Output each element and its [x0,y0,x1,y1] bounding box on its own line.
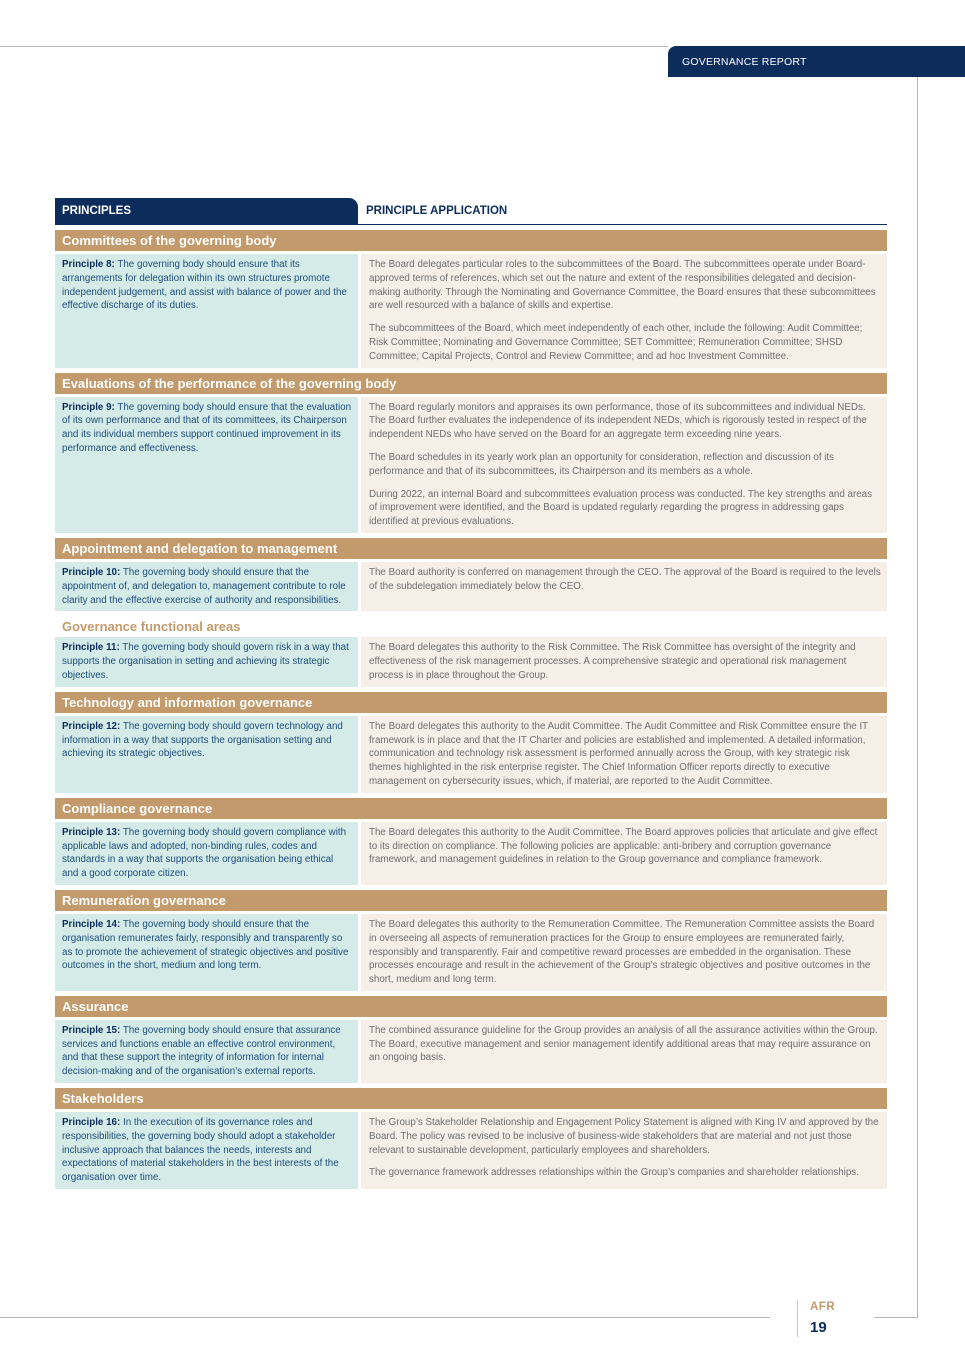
principle-cell [55,716,358,793]
principle-text: The governing body should govern compliance with applicable laws and adopted, non-binding rules, codes and standards in a way that supports the organisation being ethical and a good corporate citizen. [62,826,347,880]
top-rule [0,46,668,47]
section-title: Committees of the governing body [55,230,887,251]
principle-text: The governing body should ensure that the organisation remunerates fairly, responsibly and transparently so as to promote the achievement of strategic objectives and positive outcomes in the short, medium and long term. [62,918,349,972]
col-head-application: PRINCIPLE APPLICATION [366,205,508,217]
principle-text: The governing body should govern technology and information in a way that supports the organisation setting and achieving its strategic objectives. [62,720,343,760]
principle-cell [55,254,358,368]
section-title: Technology and information governance [55,692,887,713]
application-paragraph: The Board schedules in its yearly work plan an opportunity for consideration, reflection and discussion of its performance and that of its subcommittees, its Chairperson and its members as a whole. [369,451,835,477]
table-row [55,1020,887,1083]
principle-label: Principle 8: [62,259,115,270]
principle-label: Principle 14: [62,918,121,930]
application-paragraph: The Board authority is conferred on management through the CEO. The approval of the Board is required to the levels of the subdelegation immediately below the CEO. [369,566,881,592]
section-title: Appointment and delegation to management [55,538,887,559]
header-title: GOVERNANCE REPORT [682,55,807,68]
principle-label: Principle 11: [62,642,120,654]
principle-cell [55,397,358,533]
principle-text: The governing body should govern risk in a way that supports the organisation in setting and achieving its strategic objectives. [62,642,349,681]
application-cell [361,637,887,686]
table-header [55,198,887,225]
principle-text: The governing body should ensure that assurance services and functions enable an effective control environment, and that these support the integrity of information for internal decision-making and of the organisation’s external reports. [62,1024,341,1078]
table-row [55,914,887,991]
table-row [55,397,887,533]
bottom-rule [0,1317,770,1318]
application-paragraph: The Board delegates this authority to the Audit Committee. The Audit Committee and Risk Committee ensure the IT framework is in place and that the IT Charter and policies are established and implemented. A detailed information, communication and technology risk assessment is performed annually across the Group, with key strategic risk themes highlighted in the risk enterprise register. The Chief Information Officer reports directly to executive management on cybersecurity issues, which, if material, are reported to the Audit Committee. [369,720,868,787]
col-head-principles: PRINCIPLES [55,198,358,224]
section-title: Evaluations of the performance of the governing body [55,373,887,394]
application-cell [361,1112,887,1189]
principle-cell [55,562,358,611]
principle-text: The governing body should ensure that the appointment of, and delegation to, management contribute to role clarity and the effective exercise of authority and responsibilities. [62,566,346,606]
table-row [55,637,887,686]
principle-cell [55,822,358,885]
application-cell [361,716,887,793]
principle-text: The governing body should ensure that the evaluation of its own performance and that of its committees, its Chairperson and its individual members support continued improvement in its performance and effectiveness. [62,401,352,454]
application-paragraph: The Board delegates this authority to the Audit Committee. The Board approves policies that articulate and give effect to its direction on compliance. The following policies are applicable: anti-bribery and corruption governance framework, and management guidelines in relation to the Group governance and compliance framework. [369,826,878,866]
principle-text: In the execution of its governance roles and responsibilities, the governing body should adopt a stakeholder inclusive approach that balances the needs, interests and expectations of material stakeholders in the best interests of the organisation over time. [62,1117,339,1184]
application-paragraph: The Board delegates this authority to the Risk Committee. The Risk Committee has oversight of the integrity and effectiveness of the risk management processes. A comprehensive strategic and operational risk management process is in place throughout the Group. [369,642,856,681]
bottom-rule-right [874,1317,918,1318]
application-cell [361,822,887,885]
application-cell [361,1020,887,1083]
application-cell [361,914,887,991]
principle-label: Principle 9: [62,401,115,413]
principle-label: Principle 16: [62,1117,121,1129]
application-paragraph: The combined assurance guideline for the Group provides an analysis of all the assurance activities within the Group. The Board, executive management and senior management identify additional areas that may require assurance on an ongoing basis. [369,1024,878,1064]
table-row [55,716,887,793]
application-cell [361,562,887,611]
principle-label: Principle 10: [62,566,121,578]
principle-cell [55,1112,358,1189]
section-header-tab [668,46,965,77]
section-title: Stakeholders [55,1088,887,1109]
application-cell [361,397,887,533]
table-row [55,562,887,611]
footer-divider [797,1300,798,1337]
page-number: 19 [810,1319,827,1336]
principle-text: The governing body should ensure that its arrangements for delegation within its own structures promote independent judgement, and assist with balance of power and the effective discharge of its duties. [62,259,347,312]
application-paragraph: During 2022, an internal Board and subcommittees evaluation process was conducted. The key strengths and areas of improvement were identified, and the Board is updated regularly regarding the progress in addressing gaps identified at previous evaluations. [369,488,873,528]
application-paragraph: The Board delegates particular roles to the subcommittees of the Board. The subcommittees operate under Board-approved terms of references, which set out the nature and extent of the responsibilities delegated and decision-making authority. Through the Nominating and Governance Committee, the Board ensures that these subcommittees are well resourced with a balance of skills and expertise. [369,259,876,312]
principles-table [55,198,887,1189]
section-title: Assurance [55,996,887,1017]
principle-label: Principle 13: [62,826,121,838]
application-paragraph: The subcommittees of the Board, which meet independently of each other, include the following: Audit Committee; Risk Committee; Nominating and Governance Committee; SET Committee; Remuneration Committee; SHSD Committee; Capital Projects, Control and Review Committee; and ad hoc Investment Committee. [369,323,863,362]
section-title: Compliance governance [55,798,887,819]
application-paragraph: The Board regularly monitors and appraises its own performance, those of its subcommittees and individual NEDs. The Board further evaluates the independence of its independent NEDs, which is rigorously tested in respect of the independent NEDs who have served on the Board for an aggregate term exceeding nine years. [369,401,867,441]
footer-report-label: AFR [810,1301,836,1313]
principle-label: Principle 12: [62,720,121,732]
application-paragraph: The Group’s Stakeholder Relationship and Engagement Policy Statement is aligned with King IV and approved by the Board. The policy was revised to be inclusive of business-wide stakeholders that are material and not just those relevant to sustainable development, particularly employees and shareholders. [369,1117,879,1156]
principle-label: Principle 15: [62,1024,121,1036]
application-paragraph: The Board delegates this authority to the Remuneration Committee. The Remuneration Committee assists the Board in overseeing all aspects of remuneration practices for the Group to ensure employees are remunerated fairly, responsibly and transparently. Fair and competitive reward processes are embedded in the organisation. These processes encourage and result in the achievement of the Group’s strategic objectives and positive outcomes in the short, medium and long term. [369,918,875,986]
table-row [55,822,887,885]
table-row [55,254,887,368]
section-title: Governance functional areas [62,619,241,635]
right-rule [917,77,918,1318]
principle-cell [55,637,358,686]
principle-cell [55,914,358,991]
table-row [55,1112,887,1189]
principle-cell [55,1020,358,1083]
application-paragraph: The governance framework addresses relationships within the Group’s companies and shareholder relationships. [369,1167,859,1179]
application-cell [361,254,887,368]
section-title: Remuneration governance [55,890,887,911]
